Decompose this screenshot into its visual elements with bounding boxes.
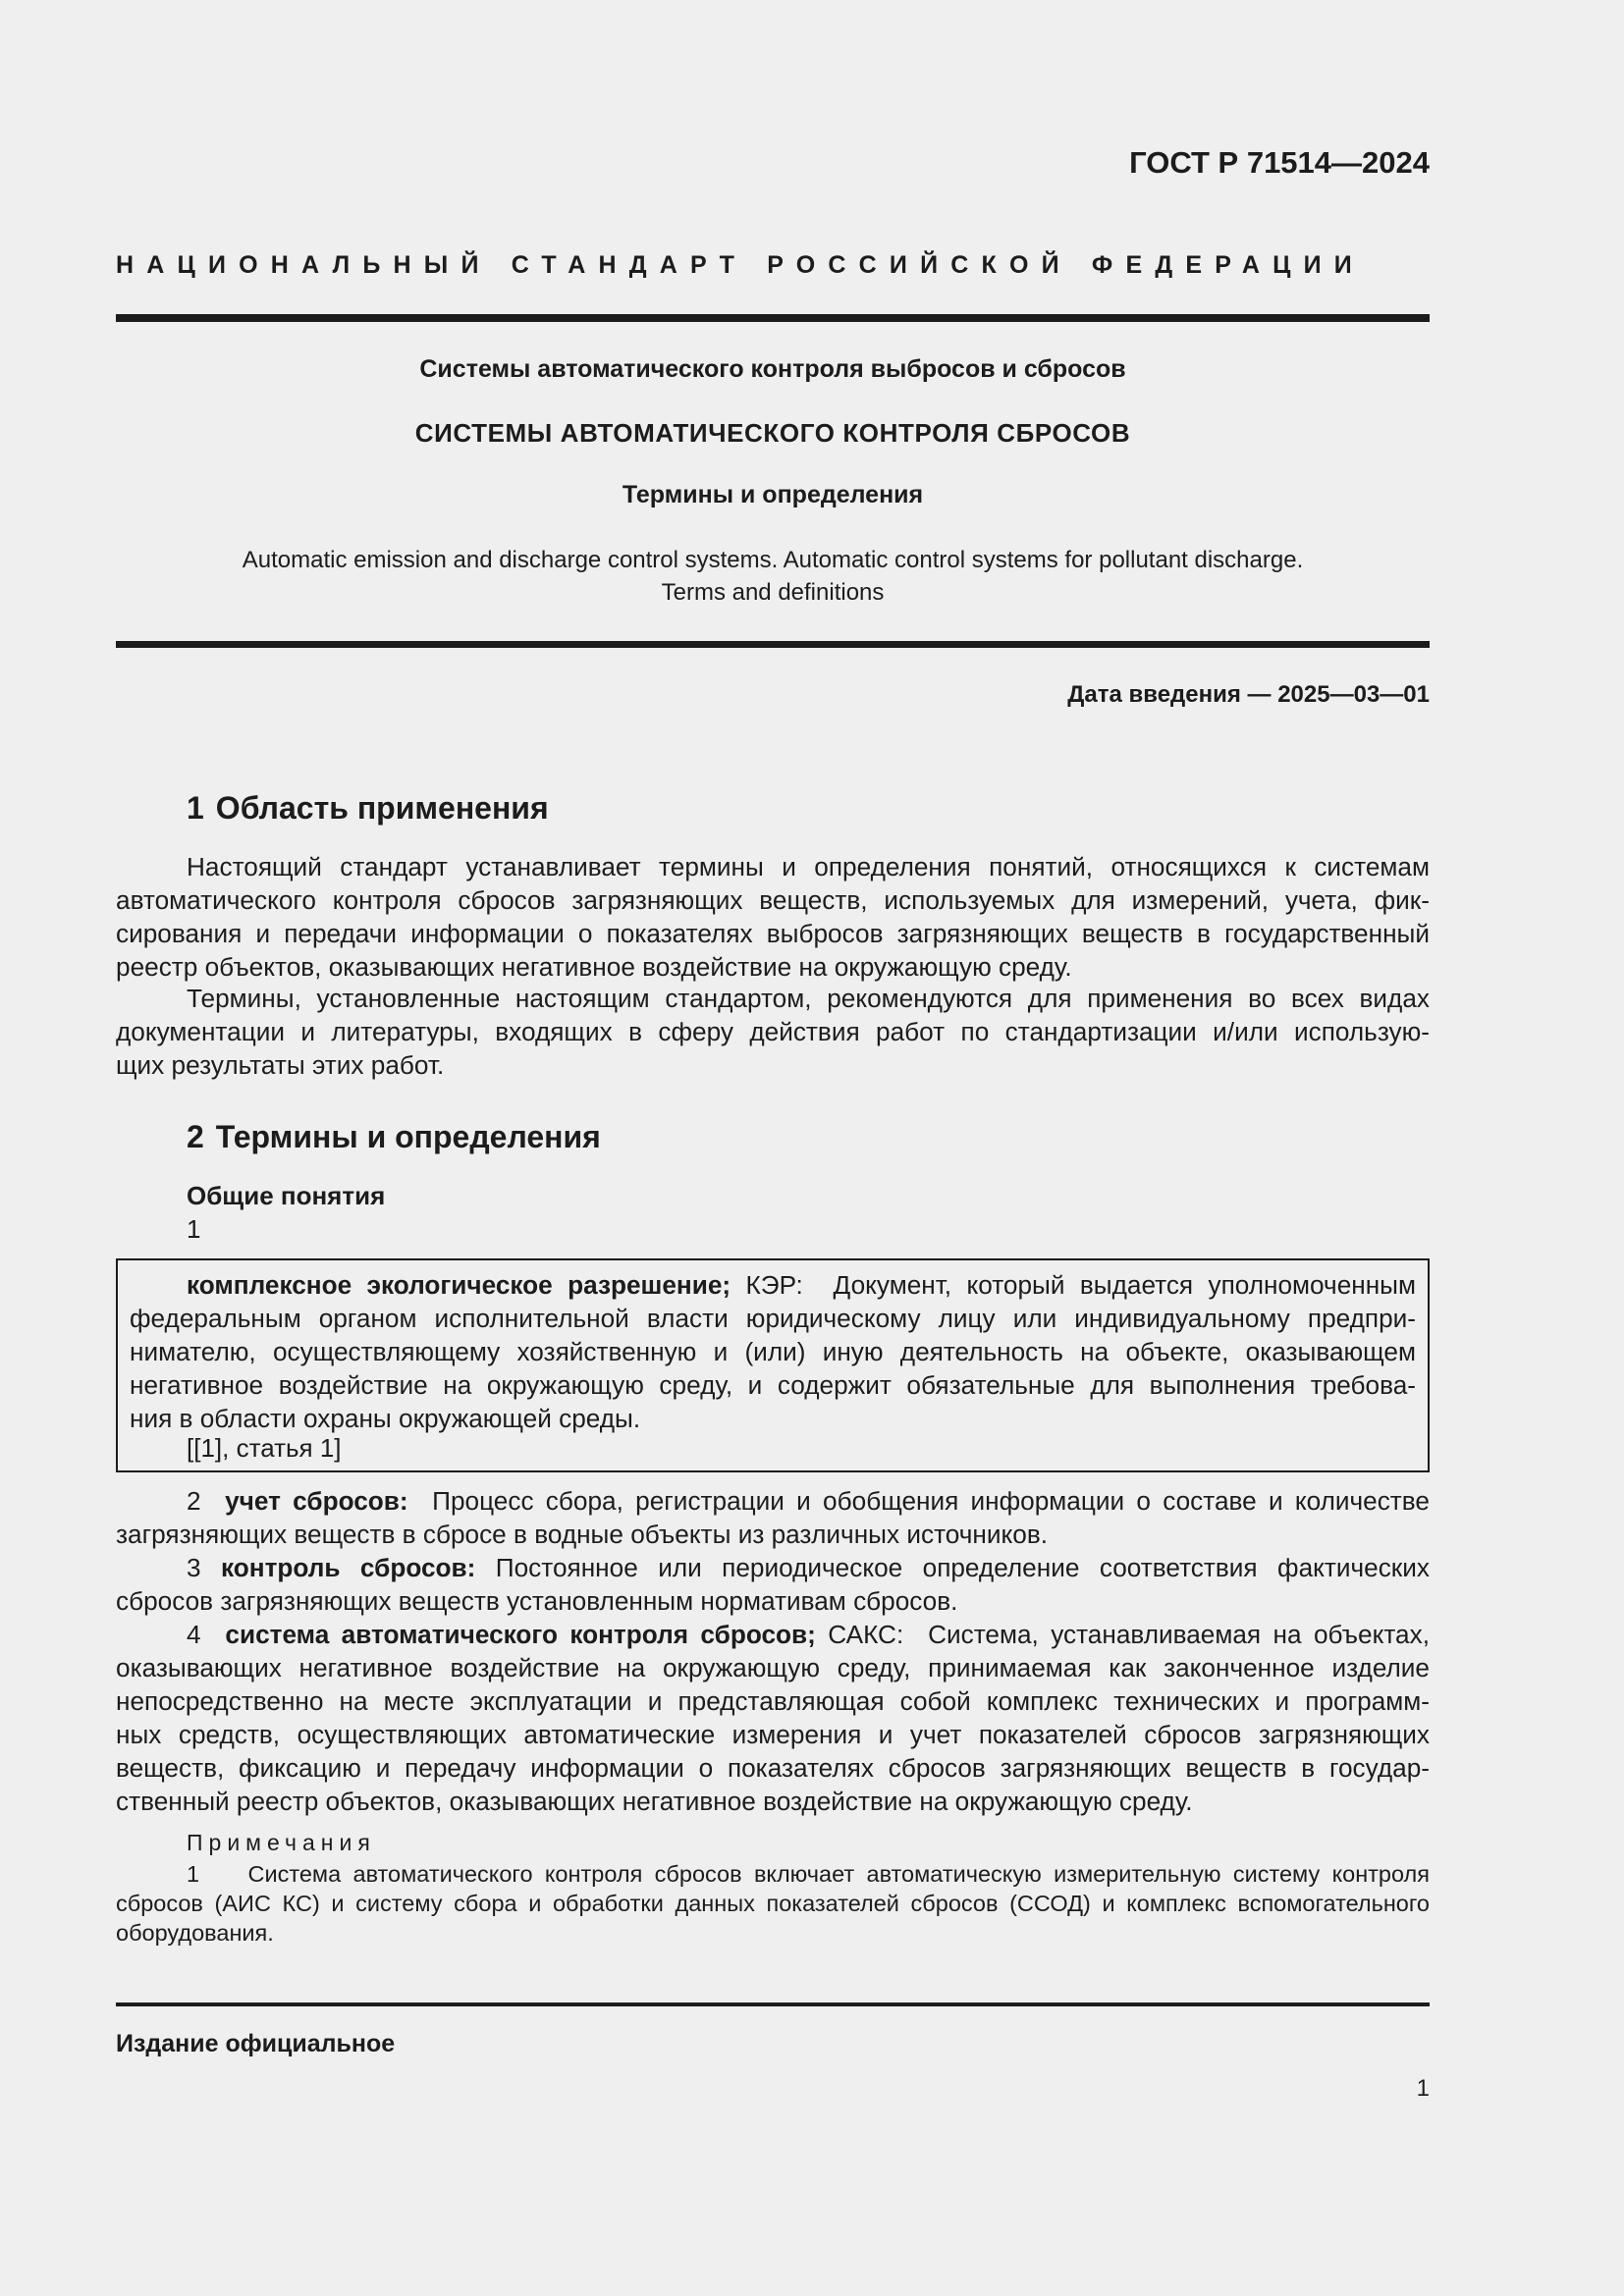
definition-line: федеральным органом исполнительной власти юридическому лицу или индивидуальному предпри- xyxy=(130,1304,1416,1333)
bottom-rule xyxy=(116,2002,1430,2006)
section-number: 2 xyxy=(187,1119,204,1154)
paragraph-line: Настоящий стандарт устанавливает термины и определения понятий, относящихся к системам xyxy=(187,852,1430,881)
section-1-paragraph-1 xyxy=(116,850,1430,984)
section-number: 1 xyxy=(187,790,204,826)
general-concepts-heading: Общие понятия xyxy=(187,1181,386,1210)
definition-line: ных средств, осуществляющих автоматические измерения и учет показателей сбросов загрязняющих xyxy=(116,1720,1430,1749)
definition-line: непосредственно на месте эксплуатации и представляющая собой комплекс технических и программ- xyxy=(116,1686,1430,1716)
definition-line: нимателю, осуществляющему хозяйственную и (или) иную деятельность на объекте, оказывающем xyxy=(130,1337,1416,1366)
note-line: оборудования. xyxy=(116,1920,274,1946)
section-1-paragraph-2 xyxy=(116,982,1430,1082)
term-number: 3 xyxy=(187,1553,201,1582)
definition-line xyxy=(116,1618,1430,1651)
note-line: сбросов (АИС КС) и систему сбора и обработки данных показателей сбросов (ССОД) и комплекс вспомогательного xyxy=(116,1891,1430,1916)
term-name: учет сбросов: xyxy=(225,1486,408,1516)
term-1-reference: [[1], статья 1] xyxy=(187,1433,342,1463)
section-title: Термины и определения xyxy=(215,1119,601,1154)
definition-line xyxy=(116,1484,1430,1518)
definition-text: Процесс сбора, регистрации и обобщения информации о составе и количестве xyxy=(432,1486,1430,1516)
term-name: система автоматического контроля сбросов; xyxy=(225,1620,816,1649)
term-3-definition xyxy=(116,1551,1430,1618)
middle-rule xyxy=(116,641,1430,648)
section-title: Область применения xyxy=(215,790,549,826)
document-title: СИСТЕМЫ АВТОМАТИЧЕСКОГО КОНТРОЛЯ СБРОСОВ xyxy=(414,418,1131,448)
notes-heading: Примечания xyxy=(187,1830,376,1855)
national-standard-banner: НАЦИОНАЛЬНЫЙ СТАНДАРТ РОССИЙСКОЙ ФЕДЕРАЦИИ xyxy=(116,251,1365,279)
term-name: комплексное экологическое разрешение; xyxy=(187,1270,731,1300)
term-4-definition xyxy=(116,1618,1430,1818)
definition-line xyxy=(130,1268,1416,1302)
definition-text: Постоянное или периодическое определение соответствия фактических xyxy=(495,1553,1430,1582)
official-edition-label: Издание официальное xyxy=(116,2030,396,2057)
page-number: 1 xyxy=(1416,2075,1430,2102)
term-name: контроль сбросов: xyxy=(221,1553,476,1582)
document-subtitle: Термины и определения xyxy=(622,481,924,508)
paragraph-line: щих результаты этих работ. xyxy=(116,1050,445,1080)
term-number: 2 xyxy=(187,1486,201,1516)
section-1-heading xyxy=(187,790,549,827)
definition-line xyxy=(116,1551,1430,1584)
term-number: 4 xyxy=(187,1620,201,1649)
series-title: Системы автоматического контроля выбросов и сбросов xyxy=(419,355,1126,383)
definition-line: негативное воздействие на окружающую среду, и содержит обязательные для выполнения требова- xyxy=(130,1370,1416,1400)
english-title-line-2: Terms and definitions xyxy=(661,579,885,606)
english-title-line-1: Automatic emission and discharge control systems. Automatic control systems for pollutant discharge. xyxy=(242,547,1304,573)
note-1 xyxy=(116,1859,1430,1948)
paragraph-line: документации и литературы, входящих в сферу действия работ по стандартизации и/или использую- xyxy=(116,1017,1430,1046)
introduction-date: Дата введения — 2025—03—01 xyxy=(1067,681,1430,708)
definition-line: оказывающих негативное воздействие на окружающую среду, принимаемая как законченное изделие xyxy=(116,1653,1430,1682)
term-1-definition xyxy=(130,1268,1416,1435)
term-abbreviation: САКС: xyxy=(828,1620,904,1649)
paragraph-line: автоматического контроля сбросов загрязняющих веществ, используемых для измерений, учета, фик- xyxy=(116,885,1430,915)
definition-line: веществ, фиксацию и передачу информации о показателях сбросов загрязняющих веществ в государ- xyxy=(116,1753,1430,1783)
definition-line: сбросов загрязняющих веществ установленным нормативам сбросов. xyxy=(116,1586,958,1616)
term-2-definition xyxy=(116,1484,1430,1551)
definition-text: Документ, который выдается уполномоченным xyxy=(833,1270,1417,1300)
document-code: ГОСТ Р 71514—2024 xyxy=(1129,145,1430,180)
definition-text: Система, устанавливаемая на объектах, xyxy=(928,1620,1430,1649)
section-2-heading xyxy=(187,1119,601,1155)
paragraph-line: Термины, установленные настоящим стандартом, рекомендуются для применения во всех видах xyxy=(187,984,1430,1013)
note-line: 1 Система автоматического контроля сбросов включает автоматическую измерительную систему контроля xyxy=(187,1861,1430,1887)
definition-line: ния в области охраны окружающей среды. xyxy=(130,1404,641,1433)
term-1-number: 1 xyxy=(187,1214,201,1244)
paragraph-line: сирования и передачи информации о показателях выбросов загрязняющих веществ в государственный xyxy=(116,919,1430,948)
english-title xyxy=(116,544,1430,609)
definition-line: загрязняющих веществ в сбросе в водные объекты из различных источников. xyxy=(116,1520,1049,1549)
top-rule xyxy=(116,314,1430,322)
paragraph-line: реестр объектов, оказывающих негативное воздействие на окружающую среду. xyxy=(116,952,1072,982)
definition-line: ственный реестр объектов, оказывающих негативное воздействие на окружающую среду. xyxy=(116,1787,1193,1816)
term-abbreviation: КЭР: xyxy=(745,1270,803,1300)
